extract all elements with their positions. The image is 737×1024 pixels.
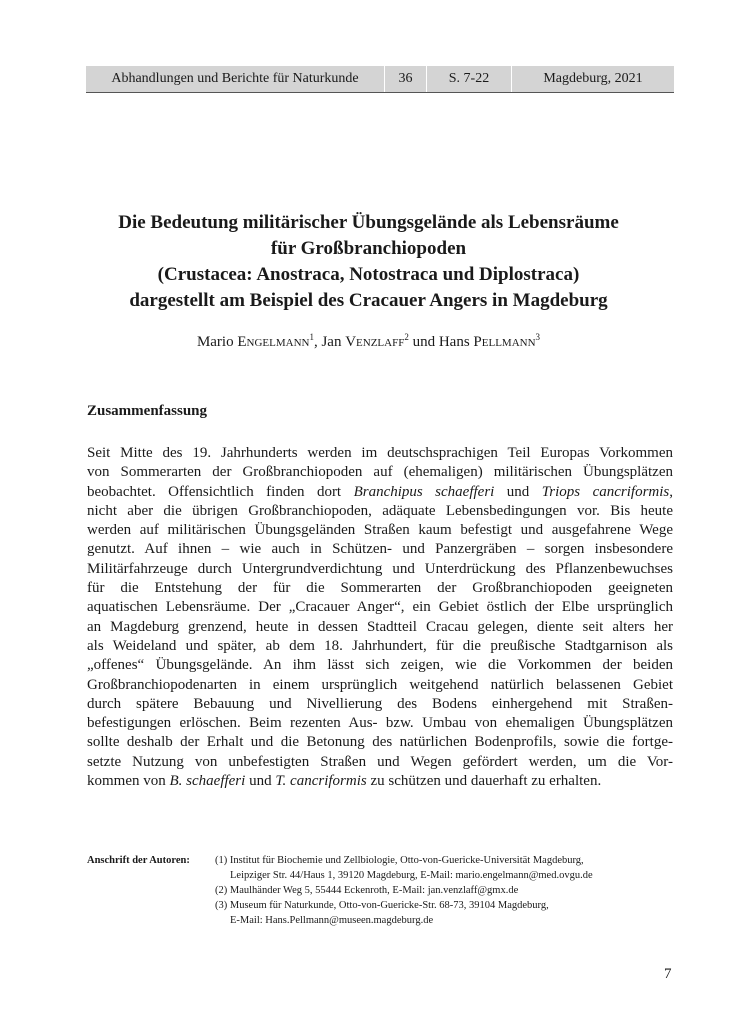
author-3-affil: 3: [535, 332, 541, 342]
abstract-text: an Magdeburg grenzend, heute in dessen Stadtteil Cracau gelegen, diente seit alters her: [87, 618, 673, 635]
abstract-line: [87, 463, 673, 482]
abstract-text: von Sommerarten der Großbranchiopoden auf (ehemaligen) militärischen Übungsplätzen: [87, 464, 673, 481]
author-1-first: Mario: [196, 334, 234, 350]
abstract-body: [87, 444, 673, 791]
author-3-first: Hans: [438, 334, 470, 350]
author-2-first: Jan: [321, 334, 342, 350]
abstract-text: zu schützen und dauerhaft zu erhalten.: [366, 773, 602, 790]
abstract-text: ,: [669, 483, 673, 500]
author-2-affil: 2: [404, 332, 409, 342]
abstract-text: kommen von: [87, 773, 170, 790]
abstract-line: [87, 772, 673, 791]
abstract-line: [87, 618, 673, 637]
section-heading: Zusammenfassung: [87, 403, 208, 419]
abstract-line: [87, 733, 673, 752]
abstract-text: aquatischen Lebensräume. Der „Cracauer Anger“, ein Gebiet östlich der Elbe ursprünglich: [87, 599, 673, 616]
abstract-text: befestigungen erlöschen. Beim rezenten Aus- bzw. Umbau von ehemaligen Übungsplätzen: [87, 715, 673, 732]
abstract-line: [87, 502, 673, 521]
author-addresses: [87, 853, 593, 928]
abstract-text: nicht aber die übrigen Großbranchiopoden, adäquate Lebensbedingungen vor. Bis heute: [87, 502, 673, 519]
page-number: 7: [664, 966, 672, 982]
address-line: (1) Institut für Biochemie und Zellbiologie, Otto-von-Guericke-Universität Magdeburg,: [215, 855, 584, 866]
abstract-line: [87, 714, 673, 733]
abstract-text: „offenes“ Übungsgelände. An ihm lässt sich zeigen, wie die Vorkommen der beiden: [87, 657, 673, 674]
author-separator: ,: [313, 334, 322, 350]
abstract-line: [87, 483, 673, 502]
abstract-line: [87, 560, 673, 579]
abstract-line: [87, 521, 673, 540]
address-line: (3) Museum für Naturkunde, Otto-von-Guericke-Str. 68-73, 39104 Magdeburg,: [215, 900, 549, 911]
address-label: Anschrift der Autoren:: [87, 855, 190, 866]
author-2-last: Venzlaff: [345, 334, 405, 350]
journal-volume: 36: [384, 66, 426, 92]
title-line: dargestellt am Beispiel des Cracauer Angers in Magdeburg: [129, 290, 608, 311]
abstract-text: für die Entstehung der für die Sommerarten der Großbranchiopoden geeigneten: [87, 580, 673, 597]
abstract-text: setzte Nutzung von unbefestigten Straßen und Wegen gefördert werden, um die Vor-: [87, 753, 673, 770]
journal-name: Abhandlungen und Berichte für Naturkunde: [111, 71, 359, 86]
abstract-line: [87, 656, 673, 675]
abstract-text: Seit Mitte des 19. Jahrhunderts werden im deutschsprachigen Teil Europas Vorkommen: [87, 445, 673, 461]
abstract-line: [87, 753, 673, 772]
author-separator: und: [408, 334, 439, 350]
paper-title: [60, 210, 677, 314]
abstract-text: sollte deshalb der Erhalt und die Betonung des natürlichen Bodenprofils, sowie die fortge-: [87, 734, 673, 751]
journal-place-year: Magdeburg, 2021: [511, 66, 674, 92]
abstract-line: [87, 540, 673, 559]
title-line: für Großbranchiopoden: [270, 238, 467, 259]
address-line: (2) Maulhänder Weg 5, 55444 Eckenroth, E-Mail: jan.venzlaff@gmx.de: [215, 885, 519, 896]
title-line: Die Bedeutung militärischer Übungsgelände als Lebensräume: [118, 212, 619, 233]
abstract-line: [87, 598, 673, 617]
abstract-text: Großbranchiopodenarten in einem ursprünglich weitgehend natürlich belassenen Gebiet: [87, 676, 673, 693]
author-1-affil: 1: [309, 332, 314, 342]
journal-header: [86, 66, 674, 93]
abstract-text: Militärfahrzeuge durch Untergrundverdichtung und Unterdrückung des Pflanzenbewuchses: [87, 560, 673, 577]
journal-pages: S. 7-22: [426, 66, 511, 92]
author-list: [60, 334, 677, 351]
address-line: E-Mail: Hans.Pellmann@museen.magdeburg.de: [230, 915, 434, 926]
abstract-line: [87, 695, 673, 714]
abstract-line: [87, 676, 673, 695]
abstract-line: [87, 637, 673, 656]
abstract-text: werden auf militärischen Übungsgeländen Straßen kaum befestigt und ausgefahrene Wege: [87, 522, 673, 539]
address-line: Leipziger Str. 44/Haus 1, 39120 Magdeburg, E-Mail: mario.engelmann@med.ovgu.de: [230, 870, 593, 881]
species-name: Triops cancriformis: [541, 483, 670, 500]
author-3-last: Pellmann: [473, 334, 536, 350]
title-line: (Crustacea: Anostraca, Notostraca und Diplostraca): [157, 264, 580, 285]
species-name: Branchipus schaefferi: [353, 483, 495, 500]
abstract-text: als Weideland und später, ab dem 18. Jahrhundert, für die preußische Stadtgarnison als: [87, 637, 673, 654]
abstract-text: und: [494, 483, 542, 500]
abstract-line: [87, 444, 673, 463]
abstract-text: durch spätere Bebauung und Nivellierung des Bodens einhergehend mit Straßen-: [87, 695, 673, 712]
abstract-text: und: [245, 773, 276, 790]
abstract-line: [87, 579, 673, 598]
abstract-text: beobachtet. Offensichtlich finden dort: [87, 483, 354, 500]
author-1-last: Engelmann: [237, 334, 310, 350]
abstract-text: genutzt. Auf ihnen – wie auch in Schützen- und Panzergräben – sorgen insbesondere: [87, 541, 673, 558]
species-name: B. schaefferi: [169, 773, 246, 790]
species-name: T. cancriformis: [275, 773, 367, 790]
